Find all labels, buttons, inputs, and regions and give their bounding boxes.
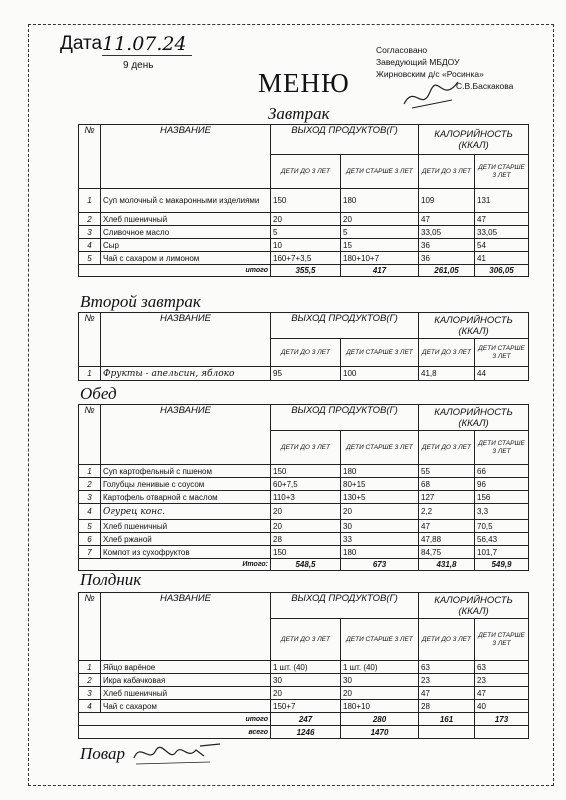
col-header-output-under-3: ДЕТИ ДО 3 ЛЕТ [271,339,341,367]
row-cal-under-3: 28 [419,700,475,713]
row-cal-under-3: 36 [419,252,475,265]
col-header-calories: КАЛОРИЙНОСТЬ (ККАЛ) [419,405,529,431]
row-name: Голубцы ленивые с соусом [101,478,271,491]
grand-total-cal-over-3 [475,726,529,739]
total-output-under-3: 355,5 [271,265,341,277]
row-cal-over-3: 3,3 [475,504,529,520]
row-output-under-3: 150 [271,546,341,559]
row-cal-over-3: 47 [475,213,529,226]
col-header-output-over-3: ДЕТИ СТАРШЕ 3 ЛЕТ [341,339,419,367]
row-cal-over-3: 33,05 [475,226,529,239]
approval-line-3: Жирновским д/с «Росинка» [376,69,484,79]
row-output-over-3: 33 [341,533,419,546]
date-label: Дата [60,33,103,54]
row-name: Хлеб ржаной [101,533,271,546]
total-cal-over-3: 306,05 [475,265,529,277]
row-cal-under-3: 2,2 [419,504,475,520]
row-output-under-3: 110+3 [271,491,341,504]
lunch-table [78,404,529,571]
col-header-output-under-3: ДЕТИ ДО 3 ЛЕТ [271,431,341,465]
row-output-under-3: 5 [271,226,341,239]
col-header-calories: КАЛОРИЙНОСТЬ (ККАЛ) [419,593,529,619]
grand-total-output-under-3: 1246 [271,726,341,739]
row-output-over-3: 180 [341,189,419,213]
approval-line-2: Заведующий МБДОУ [376,57,460,67]
col-header-cal-under-3: ДЕТИ ДО 3 ЛЕТ [419,619,475,661]
row-name: Икра кабачковая [101,674,271,687]
total-output-under-3: 548,5 [271,559,341,571]
row-output-under-3: 150 [271,189,341,213]
row-cal-over-3: 131 [475,189,529,213]
row-no: 4 [79,239,101,252]
row-cal-under-3: 33,05 [419,226,475,239]
row-name: Хлеб пшеничный [101,213,271,226]
total-output-over-3: 673 [341,559,419,571]
row-no: 6 [79,533,101,546]
row-no: 1 [79,367,101,381]
row-no: 5 [79,252,101,265]
row-output-over-3: 180 [341,465,419,478]
row-no: 3 [79,226,101,239]
row-no: 4 [79,504,101,520]
row-output-over-3: 130+5 [341,491,419,504]
row-cal-under-3: 47 [419,687,475,700]
row-cal-over-3: 23 [475,674,529,687]
row-output-over-3: 180+10+7 [341,252,419,265]
total-label: Итого: [79,559,271,571]
row-no: 3 [79,687,101,700]
grand-total-output-over-3: 1470 [341,726,419,739]
row-no: 7 [79,546,101,559]
row-output-over-3: 20 [341,687,419,700]
row-cal-under-3: 127 [419,491,475,504]
row-cal-over-3: 54 [475,239,529,252]
row-name: Чай с сахаром и лимоном [101,252,271,265]
row-cal-over-3: 66 [475,465,529,478]
grand-total-cal-under-3 [419,726,475,739]
row-no: 2 [79,213,101,226]
row-output-over-3: 1 шт. (40) [341,661,419,674]
row-no: 2 [79,478,101,491]
row-cal-under-3: 41,8 [419,367,475,381]
col-header-output-under-3: ДЕТИ ДО 3 ЛЕТ [271,155,341,189]
cook-label: Повар [80,744,126,763]
section-title-snack: Полдник [80,570,142,589]
row-no: 1 [79,661,101,674]
row-no: 2 [79,674,101,687]
row-cal-over-3: 56,43 [475,533,529,546]
row-output-over-3: 30 [341,674,419,687]
col-header-cal-under-3: ДЕТИ ДО 3 ЛЕТ [419,339,475,367]
col-header-name: НАЗВАНИЕ [101,593,271,661]
row-output-over-3: 180 [341,546,419,559]
cook-signature [130,738,230,768]
total-cal-over-3: 549,9 [475,559,529,571]
total-output-over-3: 417 [341,265,419,277]
row-output-over-3: 20 [341,213,419,226]
col-header-calories: КАЛОРИЙНОСТЬ (ККАЛ) [419,313,529,339]
col-header-cal-under-3: ДЕТИ ДО 3 ЛЕТ [419,431,475,465]
col-header-output-over-3: ДЕТИ СТАРШЕ 3 ЛЕТ [341,619,419,661]
row-name: Суп молочный с макаронными изделиями [101,189,271,213]
col-header-no: № [79,405,101,465]
row-name: Хлеб пшеничный [101,520,271,533]
row-cal-under-3: 84,75 [419,546,475,559]
row-no: 3 [79,491,101,504]
col-header-calories: КАЛОРИЙНОСТЬ (ККАЛ) [419,125,529,155]
row-cal-under-3: 68 [419,478,475,491]
col-header-cal-over-3: ДЕТИ СТАРШЕ 3 ЛЕТ [475,619,529,661]
breakfast-table [78,124,529,277]
row-cal-over-3: 96 [475,478,529,491]
row-cal-over-3: 101,7 [475,546,529,559]
row-output-over-3: 15 [341,239,419,252]
row-name: Картофель отварной с маслом [101,491,271,504]
row-name: Хлеб пшеничный [101,687,271,700]
section-title-second-breakfast: Второй завтрак [80,292,201,311]
row-cal-over-3: 40 [475,700,529,713]
total-label: итого [79,713,271,726]
director-signature [402,74,462,114]
row-name: Компот из сухофруктов [101,546,271,559]
row-cal-under-3: 47 [419,520,475,533]
col-header-cal-over-3: ДЕТИ СТАРШЕ 3 ЛЕТ [475,431,529,465]
col-header-cal-under-3: ДЕТИ ДО 3 ЛЕТ [419,155,475,189]
second-breakfast-table [78,312,529,381]
row-cal-over-3: 41 [475,252,529,265]
date-value: 11.07.24 [102,33,192,56]
row-output-over-3: 80+15 [341,478,419,491]
row-cal-over-3: 70,5 [475,520,529,533]
approval-signer: С.В.Баскакова [456,81,514,91]
row-cal-under-3: 36 [419,239,475,252]
col-header-no: № [79,593,101,661]
row-output-under-3: 160+7+3,5 [271,252,341,265]
row-cal-under-3: 23 [419,674,475,687]
row-no: 4 [79,700,101,713]
total-label: итого [79,265,271,277]
row-output-over-3: 100 [341,367,419,381]
snack-table [78,592,529,739]
page-title: МЕНЮ [258,68,350,98]
approval-line-1: Согласовано [376,45,428,55]
row-cal-under-3: 109 [419,189,475,213]
row-output-under-3: 20 [271,213,341,226]
row-cal-under-3: 47,88 [419,533,475,546]
row-output-under-3: 10 [271,239,341,252]
row-cal-over-3: 63 [475,661,529,674]
row-no: 5 [79,520,101,533]
row-no: 1 [79,189,101,213]
row-cal-under-3: 63 [419,661,475,674]
total-cal-over-3: 173 [475,713,529,726]
col-header-output: ВЫХОД ПРОДУКТОВ(Г) [271,405,419,431]
row-name: Сыр [101,239,271,252]
row-cal-under-3: 47 [419,213,475,226]
row-output-under-3: 28 [271,533,341,546]
col-header-cal-over-3: ДЕТИ СТАРШЕ 3 ЛЕТ [475,155,529,189]
row-output-under-3: 150 [271,465,341,478]
row-output-under-3: 60+7,5 [271,478,341,491]
col-header-name: НАЗВАНИЕ [101,405,271,465]
row-output-over-3: 5 [341,226,419,239]
col-header-output: ВЫХОД ПРОДУКТОВ(Г) [271,125,419,155]
day-number: 9 день [123,60,154,71]
total-cal-under-3: 161 [419,713,475,726]
section-title-lunch: Обед [80,384,117,403]
row-cal-over-3: 47 [475,687,529,700]
row-name: Суп картофельный с пшеном [101,465,271,478]
section-title-breakfast: Завтрак [268,104,330,123]
col-header-output-over-3: ДЕТИ СТАРШЕ 3 ЛЕТ [341,155,419,189]
col-header-name: НАЗВАНИЕ [101,313,271,367]
row-no: 1 [79,465,101,478]
row-output-under-3: 20 [271,504,341,520]
row-output-over-3: 180+10 [341,700,419,713]
grand-total-label: всего [79,726,271,739]
col-header-no: № [79,125,101,189]
row-output-over-3: 20 [341,504,419,520]
total-cal-under-3: 431,8 [419,559,475,571]
row-output-under-3: 95 [271,367,341,381]
col-header-output: ВЫХОД ПРОДУКТОВ(Г) [271,593,419,619]
col-header-name: НАЗВАНИЕ [101,125,271,189]
total-cal-under-3: 261,05 [419,265,475,277]
row-output-under-3: 30 [271,674,341,687]
row-output-over-3: 30 [341,520,419,533]
row-name: Фрукты - апельсин, яблоко [101,367,271,381]
row-output-under-3: 150+7 [271,700,341,713]
total-output-under-3: 247 [271,713,341,726]
row-output-under-3: 20 [271,687,341,700]
row-name: Огурец конс. [101,504,271,520]
row-output-under-3: 20 [271,520,341,533]
row-cal-under-3: 55 [419,465,475,478]
row-output-under-3: 1 шт. (40) [271,661,341,674]
row-name: Яйцо варёное [101,661,271,674]
row-cal-over-3: 44 [475,367,529,381]
col-header-output: ВЫХОД ПРОДУКТОВ(Г) [271,313,419,339]
col-header-cal-over-3: ДЕТИ СТАРШЕ 3 ЛЕТ [475,339,529,367]
col-header-no: № [79,313,101,367]
row-name: Чай с сахаром [101,700,271,713]
row-cal-over-3: 156 [475,491,529,504]
row-name: Сливочное масло [101,226,271,239]
col-header-output-over-3: ДЕТИ СТАРШЕ 3 ЛЕТ [341,431,419,465]
total-output-over-3: 280 [341,713,419,726]
col-header-output-under-3: ДЕТИ ДО 3 ЛЕТ [271,619,341,661]
